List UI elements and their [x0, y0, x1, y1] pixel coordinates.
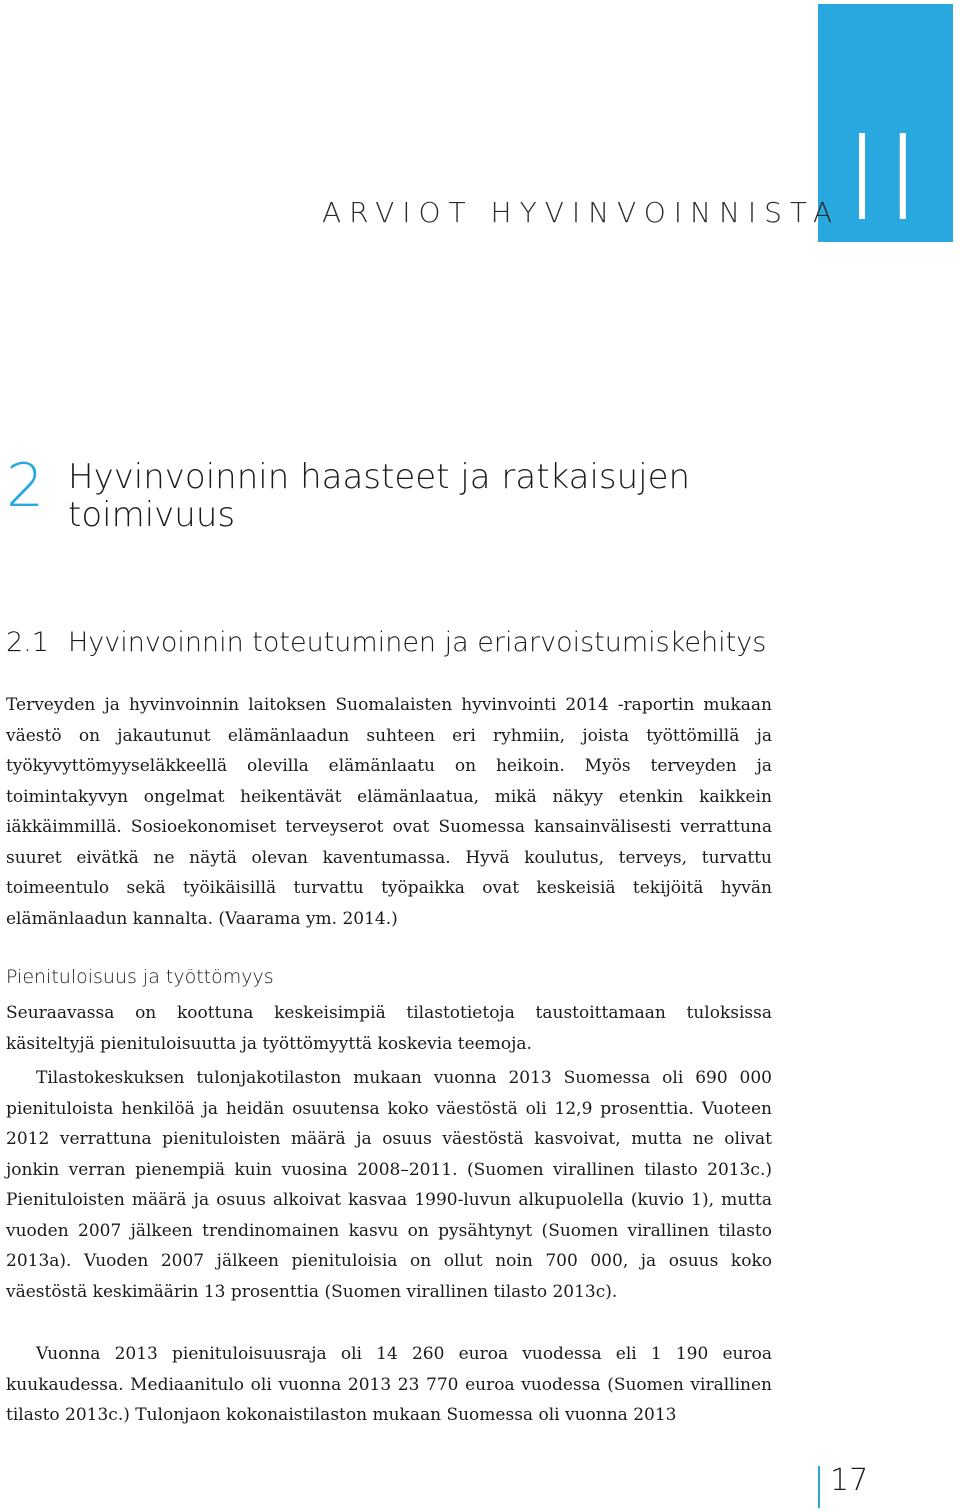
- subheading: Pienituloisuus ja työttömyys: [6, 966, 274, 988]
- subsection-title: Hyvinvoinnin toteutuminen ja eriarvoistumiskehitys: [68, 627, 767, 658]
- page-number: 17: [830, 1463, 869, 1498]
- subsection-number: 2.1: [6, 627, 49, 658]
- section-header: ARVIOT HYVINVOINNISTA: [322, 196, 841, 229]
- paragraph-overview: Seuraavassa on koottuna keskeisimpiä tilastotietoja taustoittamaan tuloksissa käsiteltyjä pienituloisuutta ja työttömyyttä koskevia teemoja.: [6, 1003, 772, 1054]
- chapter-title: Hyvinvoinnin haasteet ja ratkaisujen toimivuus: [68, 457, 691, 535]
- chapter-roman-numeral: II: [844, 109, 927, 247]
- page-number-rule: [818, 1466, 820, 1508]
- chapter-number: 2: [6, 451, 45, 521]
- paragraph-low-income-stats: Tilastokeskuksen tulonjakotilaston mukaan vuonna 2013 Suomessa oli 690 000 pienituloista henkilöä ja heidän osuutensa koko väestöstä oli 12,9 prosenttia. Vuoteen 2012 verrattuna pienituloisten määrä ja osuus väestöstä kasvoivat, mutta ne olivat jonkin verran pienempiä kuin vuosina 2008–2011. (Suomen virallinen tilasto 2013c.) Pienituloisten määrä ja osuus alkoivat kasvaa 1990-luvun alkupuolella (kuvio 1), mutta vuoden 2007 jälkeen trendinomainen kasvu on pysähtynyt (Suomen virallinen tilasto 2013a). Vuoden 2007 jälkeen pienituloisia on ollut noin 700 000, ja osuus koko väestöstä keskimäärin 13 prosenttia (Suomen virallinen tilasto 2013c).: [6, 1068, 772, 1302]
- intro-paragraph: Terveyden ja hyvinvoinnin laitoksen Suomalaisten hyvinvointi 2014 -raportin mukaan väestö on jakautunut elämänlaadun suhteen eri ryhmiin, joista työttömillä ja työkyvyttömyyseläkkeellä olevilla elämänlaatu on heikoin. Myös terveyden ja toimintakyvyn ongelmat heikentävät elämänlaatua, mikä näkyy etenkin kaikkein iäkkäimmillä. Sosioekonomiset terveyserot ovat Suomessa kansainvälisesti verrattuna suuret eivätkä ne näytä olevan kaventumassa. Hyvä koulutus, terveys, turvattu toimeentulo sekä työikäisillä turvattu työpaikka ovat keskeisiä tekijöitä hyvän elämänlaadun kannalta. (Vaarama ym. 2014.): [6, 695, 772, 929]
- paragraph-income-threshold: Vuonna 2013 pienituloisuusraja oli 14 260 euroa vuodessa eli 1 190 euroa kuukaudessa. Mediaanitulo oli vuonna 2013 23 770 euroa vuodessa (Suomen virallinen tilasto 2013c.) Tulonjaon kokonaistilaston mukaan Suomessa oli vuonna 2013: [6, 1344, 772, 1425]
